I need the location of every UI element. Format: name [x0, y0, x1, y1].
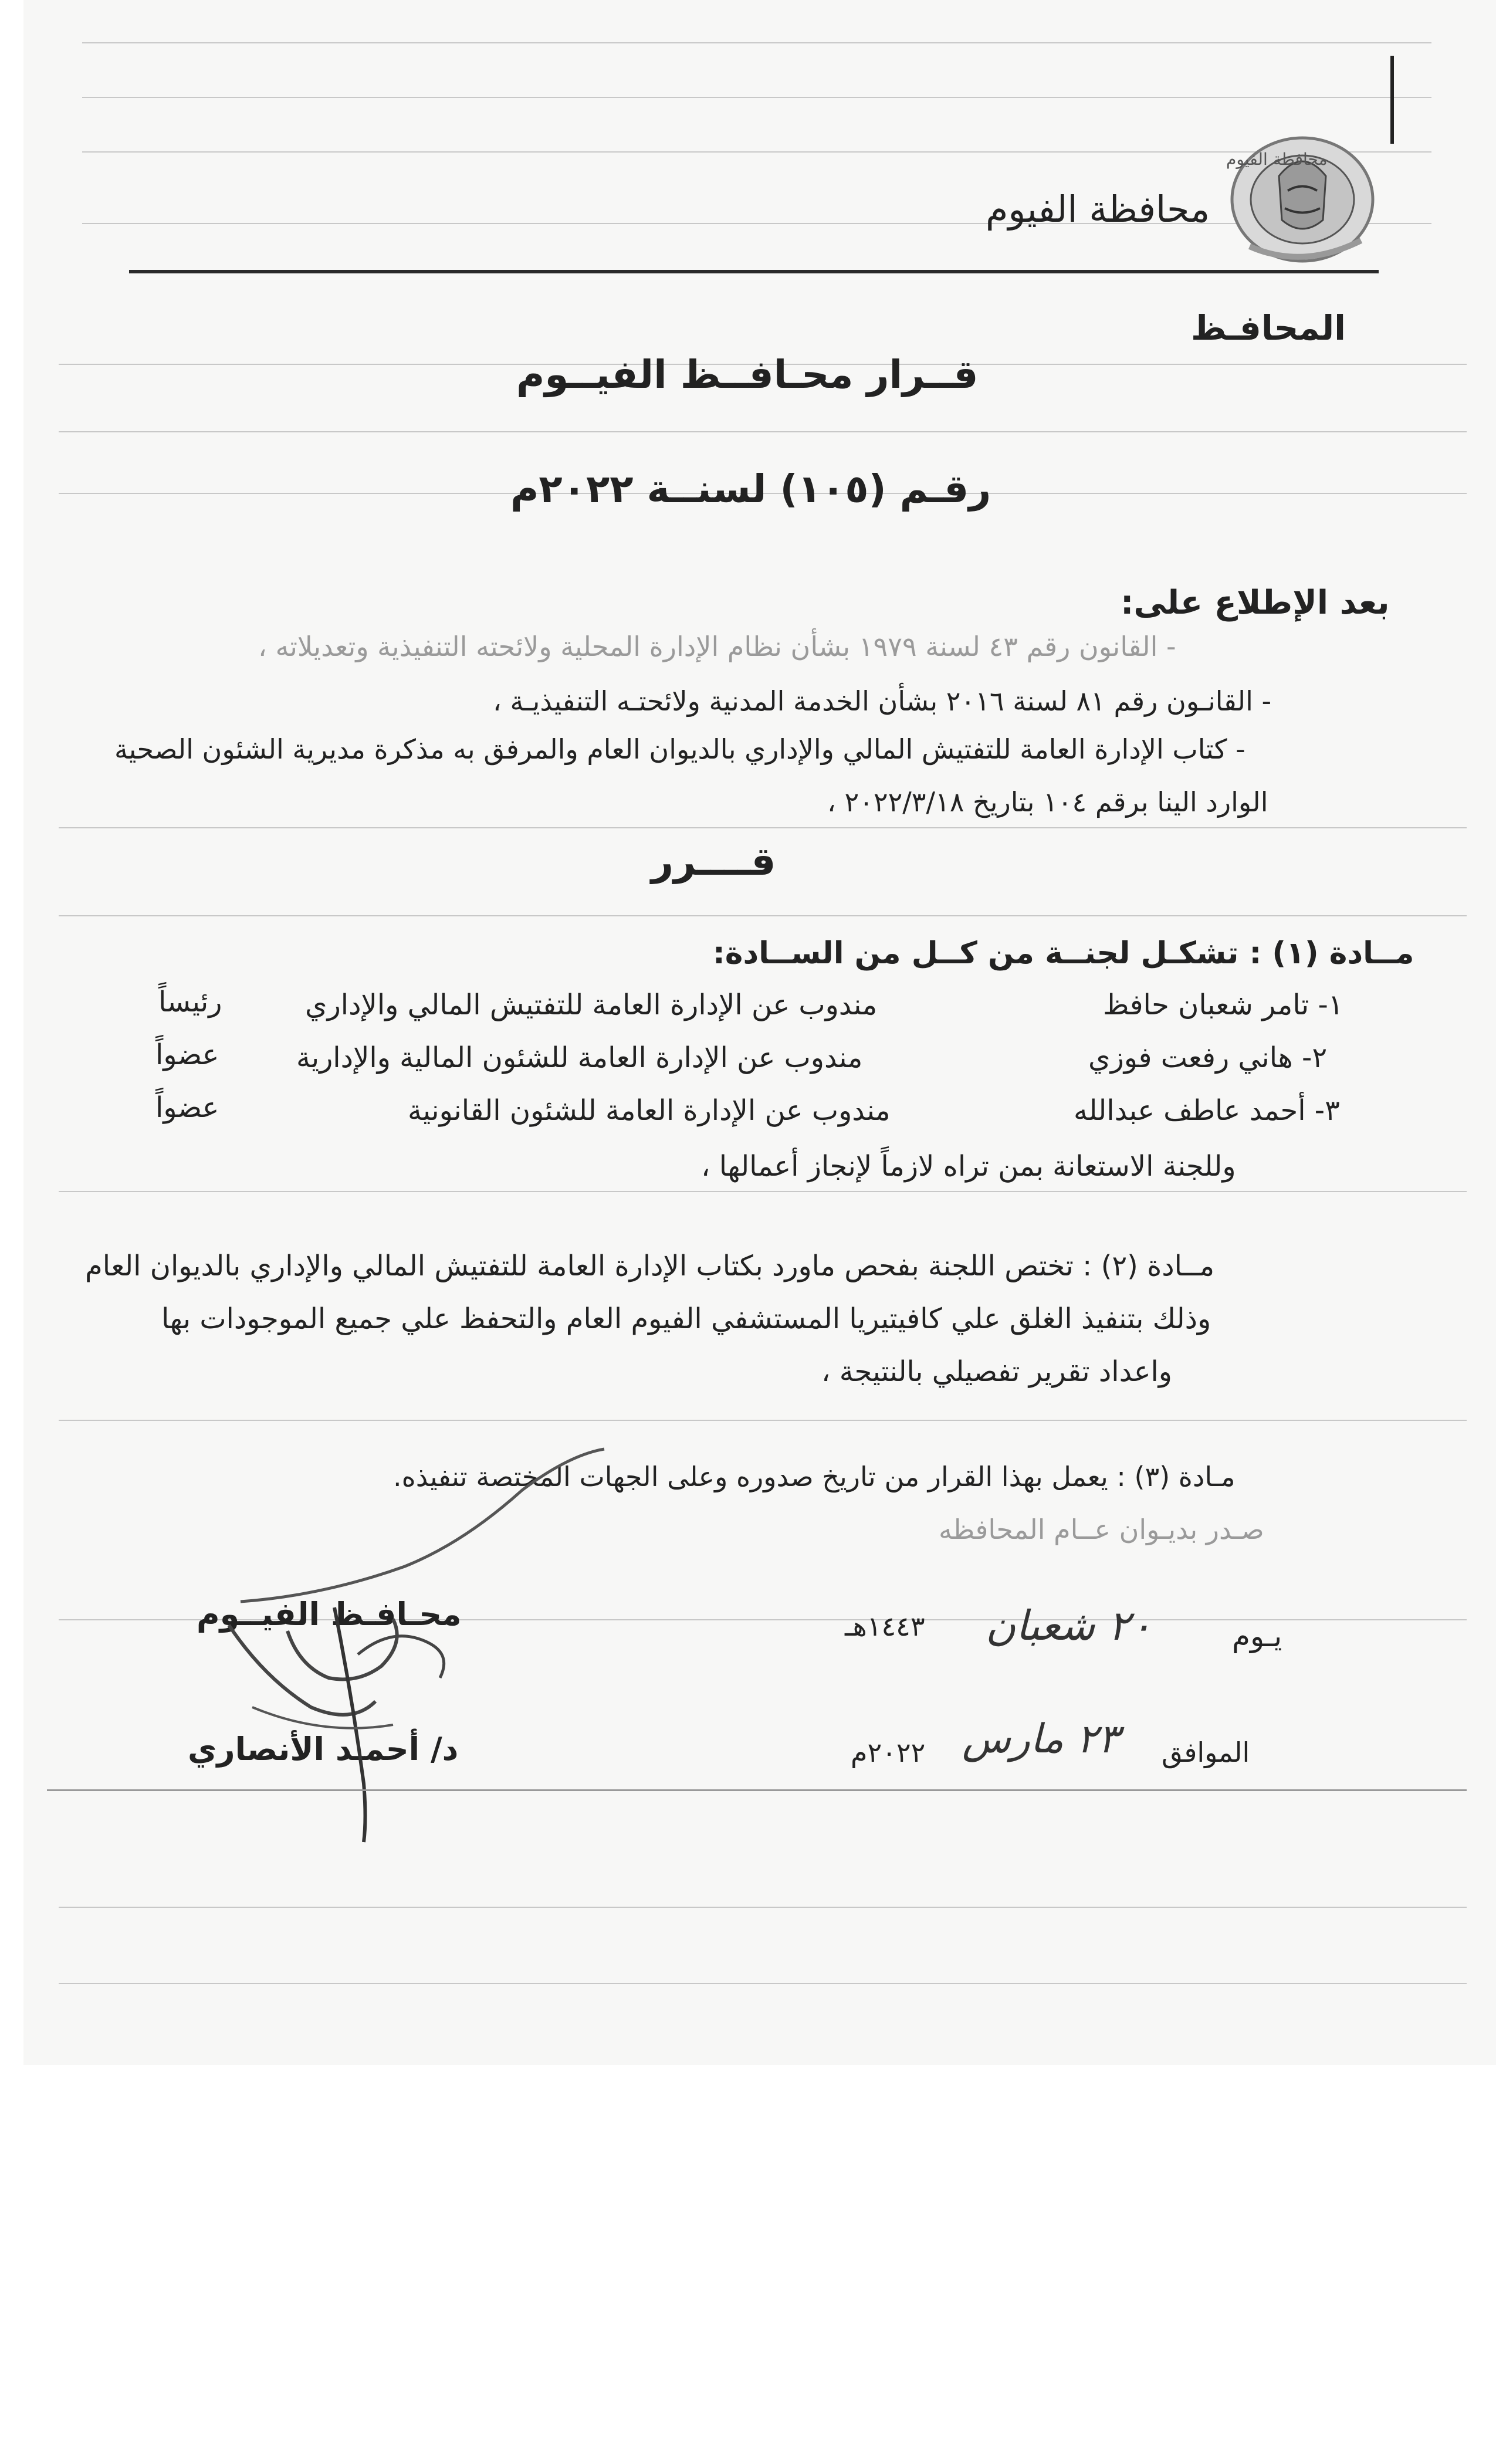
greg-year: ٢٠٢٢م — [851, 1737, 926, 1768]
article2-line: مــادة (٢) : تختص اللجنة بفحص ماورد بكتاب الإدارة العامة للتفتيش المالي والإداري بالديوان العام — [85, 1250, 1215, 1282]
preamble-item: - كتاب الإدارة العامة للتفتيش المالي والإداري بالديوان العام والمرفق به مذكرة مديرية الشئون الصحية — [114, 733, 1245, 765]
article2-line: واعداد تقرير تفصيلي بالنتيجة ، — [821, 1355, 1172, 1388]
crest-text: محافظة الفيوم — [1226, 150, 1328, 169]
header-rule — [129, 270, 1379, 273]
governorate-crest-icon — [1214, 123, 1390, 270]
org-name: محافظة الفيوم — [986, 188, 1210, 231]
greg-prefix: الموافق — [1162, 1737, 1250, 1768]
article2-line: وذلك بتنفيذ الغلق علي كافيتيريا المستشفي الفيوم العام والتحفظ علي جميع الموجودات بها — [161, 1302, 1211, 1335]
scan-line — [59, 431, 1467, 432]
member-role: مندوب عن الإدارة العامة للتفتيش المالي والإداري — [305, 989, 878, 1021]
hijri-handwritten: ٢٠ شعبان — [986, 1602, 1152, 1650]
decree-title: قــرار محـافــظ الفيــوم — [516, 352, 979, 397]
member-position: عضواً — [155, 1038, 219, 1071]
scan-line — [82, 42, 1431, 43]
preamble-item: - القانون رقم ٤٣ لسنة ١٩٧٩ بشأن نظام الإدارة المحلية ولائحته التنفيذية وتعديلاته ، — [258, 631, 1176, 662]
scanned-page — [23, 0, 1496, 2065]
scan-line — [59, 1983, 1467, 1984]
member-name: ٢- هاني رفعت فوزي — [1088, 1041, 1328, 1074]
bottom-rule — [47, 1789, 1467, 1791]
margin-mark — [1390, 56, 1394, 144]
scan-line — [59, 1907, 1467, 1908]
issued-line: صـدر بديـوان عــام المحافظه — [939, 1514, 1264, 1545]
article1-note: وللجنة الاستعانة بمن تراه لازماً لإنجاز أعمالها ، — [701, 1150, 1236, 1183]
greg-handwritten: ٢٣ مارس — [962, 1716, 1119, 1762]
decided-heading: قــــرر — [651, 839, 776, 884]
preamble-heading: بعد الإطلاع على: — [1121, 584, 1390, 622]
preamble-item: - القانـون رقم ٨١ لسنة ٢٠١٦ بشأن الخدمة المدنية ولائحتـه التنفيذيـة ، — [493, 685, 1272, 717]
decree-number: رقـم (١٠٥) لسنــة ٢٠٢٢م — [510, 466, 991, 512]
signatory-title: محـافـظ الفيــوم — [197, 1596, 462, 1633]
preamble-item: الوارد الينا برقم ١٠٤ بتاريخ ٢٠٢٢/٣/١٨ ، — [827, 786, 1268, 818]
article1-heading: مــادة (١) : تشكـل لجنــة من كــل من الســادة: — [713, 936, 1414, 971]
member-role: مندوب عن الإدارة العامة للشئون المالية والإدارية — [296, 1041, 863, 1074]
member-position: رئيساً — [158, 986, 222, 1018]
member-position: عضواً — [155, 1091, 219, 1124]
member-name: ٣- أحمد عاطف عبدالله — [1074, 1094, 1340, 1127]
scan-line — [59, 1191, 1467, 1192]
scan-line — [82, 97, 1431, 98]
article3-text: مـادة (٣) : يعمل بهذا القرار من تاريخ صدوره وعلى الجهات المختصة تنفيذه. — [393, 1461, 1236, 1492]
member-role: مندوب عن الإدارة العامة للشئون القانونية — [408, 1094, 891, 1127]
scan-line — [59, 827, 1467, 828]
scan-line — [59, 1420, 1467, 1421]
hijri-year: ١٤٤٣هـ — [845, 1610, 925, 1642]
office-title: المحافـظ — [1191, 308, 1346, 348]
scan-line — [59, 915, 1467, 916]
member-name: ١- تامر شعبان حافظ — [1103, 989, 1343, 1021]
signatory-name: د/ أحمـد الأنصاري — [188, 1731, 459, 1768]
hijri-prefix: يـوم — [1232, 1619, 1282, 1653]
